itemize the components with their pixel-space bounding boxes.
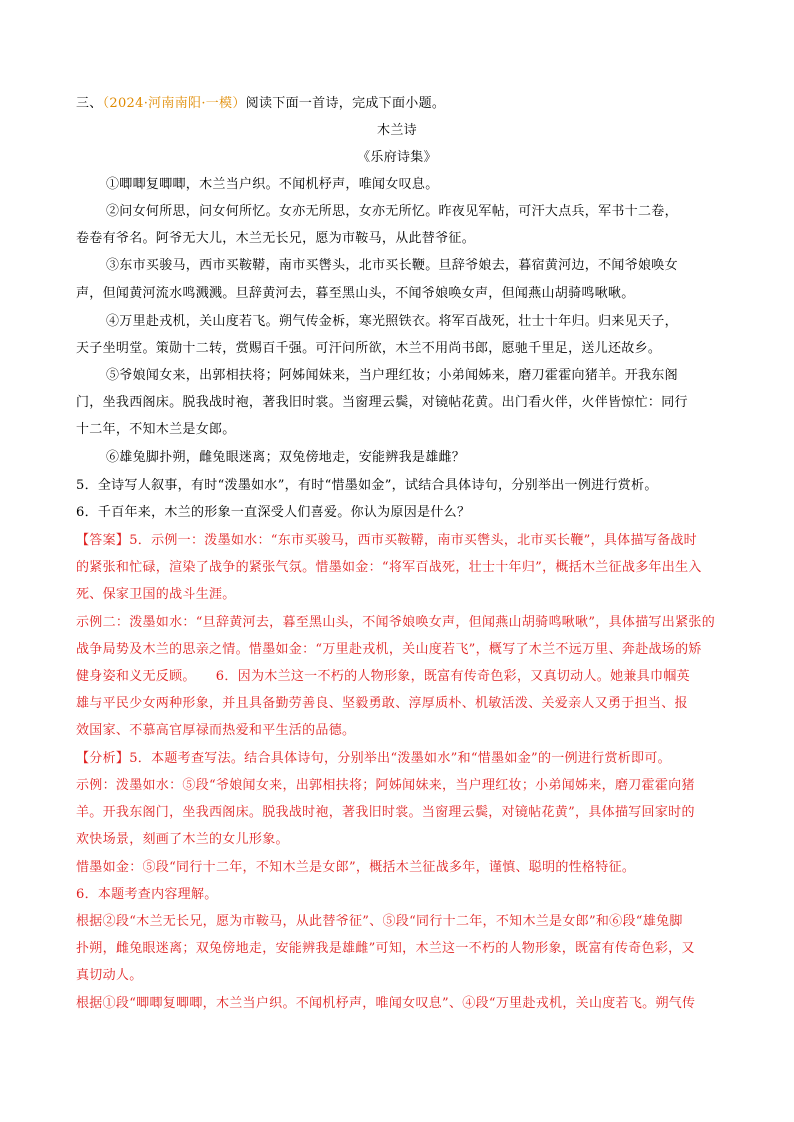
poem-line: 卷卷有爷名。阿爷无大儿，木兰无长兄，愿为市鞍马，从此替爷征。 <box>76 231 476 246</box>
poem-collection: 《乐府诗集》 <box>357 150 437 165</box>
poem-line: ⑤爷娘闻女来，出郭相扶将；阿姊闻妹来，当户理红妆；小弟闻姊来，磨刀霍霍向猪羊。开我东阁 <box>106 368 678 383</box>
analysis-line: 真切动人。 <box>76 968 143 983</box>
analysis-line: 根据①段“唧唧复唧唧，木兰当户织。不闻机杼声，唯闻女叹息”、④段“万里赴戎机，关山度若飞。朔气传 <box>76 996 696 1011</box>
analysis-line: 惜墨如金：⑤段“同行十二年，不知木兰是女郎”，概括木兰征战多年，谨慎、聪明的性格特征。 <box>76 860 636 875</box>
analysis-line: 扑朔，雌兔眼迷离；双兔傍地走，安能辨我是雄雌”可知，木兰这一不朽的人物形象，既富有传奇色彩，又 <box>76 941 695 956</box>
poem-line: 十二年，不知木兰是女郎。 <box>76 422 236 437</box>
poem-line: 门，坐我西阁床。脱我战时袍，著我旧时裳。当窗理云鬓，对镜帖花黄。出门看火伴，火伴皆惊忙：同行 <box>76 395 688 410</box>
answer-line: 死、保家卫国的战斗生涯。 <box>76 587 236 602</box>
analysis-line: 根据②段“木兰无长兄，愿为市鞍马，从此替爷征”、⑤段“同行十二年，不知木兰是女郎”和⑥段“雄兔脚 <box>76 914 683 929</box>
poem-line: ⑥雄兔脚扑朔，雌兔眼迷离；双兔傍地走，安能辨我是雄雌？ <box>106 450 466 465</box>
poem-line: ①唧唧复唧唧，木兰当户织。不闻机杼声，唯闻女叹息。 <box>106 177 439 192</box>
analysis-line <box>76 751 712 767</box>
source-tag: （2024·河南南阳·一模） <box>102 96 246 111</box>
section-instruction: 阅读下面一首诗，完成下面小题。 <box>245 96 446 111</box>
poem-line: ②问女何所思，问女何所忆。女亦无所思，女亦无所忆。昨夜见军帖，可汗大点兵，军书十二卷， <box>106 204 678 219</box>
analysis-line: 羊。开我东阁门，坐我西阁床。脱我战时袍，著我旧时裳。当窗理云鬓，对镜帖花黄”，具体描写回家时的 <box>76 805 695 820</box>
poem-line: ④万里赴戎机，关山度若飞。朔气传金柝，寒光照铁衣。将军百战死，壮士十年归。归来见天子， <box>106 314 678 329</box>
poem-line: 天子坐明堂。策勋十二转，赏赐百千强。可汗问所欲，木兰不用尚书郎，愿驰千里足，送儿还故乡。 <box>76 341 662 356</box>
poem-line: ③东市买骏马，西市买鞍鞯，南市买辔头，北市买长鞭。旦辞爷娘去，暮宿黄河边，不闻爷娘唤女 <box>106 258 678 273</box>
answer-line <box>76 533 712 549</box>
answer-line: 战争局势及木兰的思亲之情。惜墨如金：“万里赴戎机，关山度若飞”，概写了木兰不远万里、奔赴战场的矫 <box>76 642 702 657</box>
answer-line: 的紧张和忙碌，渲染了战争的紧张气氛。惜墨如金：“将军百战死，壮士十年归”，概括木兰征战多年出生入 <box>76 560 702 575</box>
answer-line: 健身姿和义无反顾。 6．因为木兰这一不朽的人物形象，既富有传奇色彩，又真切动人。她兼具巾帼英 <box>76 669 690 684</box>
question-6: 6．千百年来，木兰的形象一直深受人们喜爱。你认为原因是什么？ <box>76 505 471 520</box>
answer-label: 【答案】 <box>76 533 130 548</box>
analysis-line: 6．本题考查内容理解。 <box>76 887 218 902</box>
answer-text: 5．示例一：泼墨如水：“东市买骏马，西市买鞍鞯，南市买辔头，北市买长鞭”，具体描写备战时 <box>129 533 697 548</box>
answer-line: 示例二：泼墨如水：“旦辞黄河去，暮至黑山头，不闻爷娘唤女声，但闻燕山胡骑鸣啾啾”，具体描写出紧张的 <box>76 615 715 630</box>
section-prefix: 三、 <box>76 96 103 111</box>
answer-line: 雄与平民少女两种形象，并且具备勤劳善良、坚毅勇敢、淳厚质朴、机敏活泼、关爱亲人又勇于担当、报 <box>76 696 688 711</box>
poem-title: 木兰诗 <box>377 123 417 138</box>
analysis-text: 5．本题考查写法。结合具体诗句，分别举出“泼墨如水”和“惜墨如金”的一例进行赏析即可。 <box>129 751 671 766</box>
analysis-line: 欢快场景，刻画了木兰的女儿形象。 <box>76 832 289 847</box>
section-heading <box>76 96 712 112</box>
question-5: 5．全诗写人叙事，有时“泼墨如水”，有时“惜墨如金”，试结合具体诗句，分别举出一例进行赏析。 <box>76 478 658 493</box>
answer-line: 效国家、不慕高官厚禄而热爱和平生活的品德。 <box>76 723 356 738</box>
analysis-label: 【分析】 <box>76 751 130 766</box>
analysis-line: 示例：泼墨如水：⑤段“爷娘闻女来，出郭相扶将；阿姊闻妹来，当户理红妆；小弟闻姊来，磨刀霍霍向猪 <box>76 778 695 793</box>
poem-line: 声，但闻黄河流水鸣溅溅。旦辞黄河去，暮至黑山头，不闻爷娘唤女声，但闻燕山胡骑鸣啾啾。 <box>76 286 635 301</box>
